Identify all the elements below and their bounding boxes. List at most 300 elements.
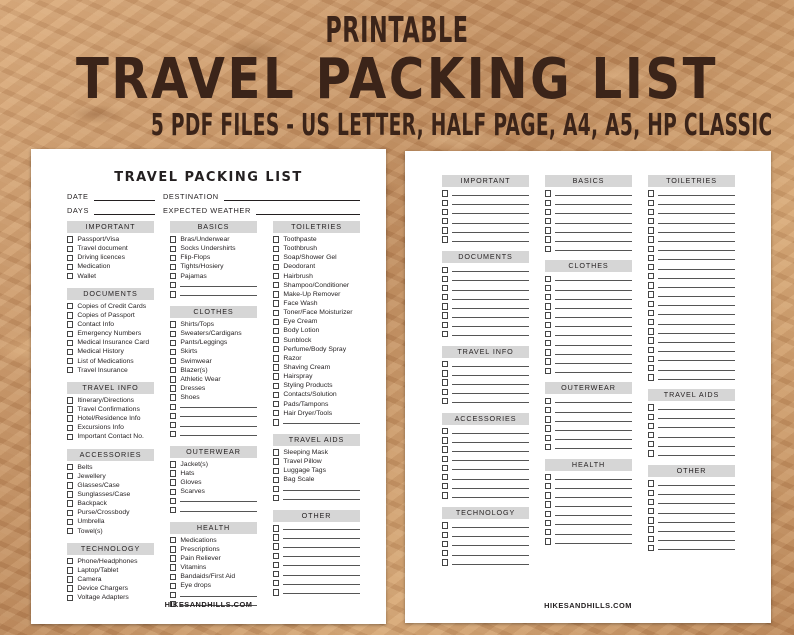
blank-checklist-item[interactable]: [648, 281, 735, 290]
checklist-item[interactable]: [170, 320, 257, 329]
checkbox[interactable]: [648, 236, 654, 242]
checkbox[interactable]: [545, 209, 551, 215]
checklist-item[interactable]: [170, 581, 257, 590]
checkbox[interactable]: [442, 541, 448, 547]
write-in-line[interactable]: [658, 308, 735, 315]
write-in-line[interactable]: [180, 421, 257, 427]
write-in-line[interactable]: [555, 320, 632, 327]
checkbox[interactable]: [442, 236, 448, 242]
blank-checklist-item[interactable]: [442, 360, 529, 369]
checkbox[interactable]: [545, 227, 551, 233]
blank-checklist-item[interactable]: [545, 311, 632, 320]
checkbox[interactable]: [170, 255, 176, 261]
write-in-line[interactable]: [180, 591, 257, 597]
blank-checklist-item[interactable]: [648, 308, 735, 317]
blank-checklist-item[interactable]: [648, 235, 735, 244]
blank-checklist-item[interactable]: [545, 284, 632, 293]
blank-checklist-item[interactable]: [545, 274, 632, 283]
write-in-line[interactable]: [658, 479, 735, 486]
checklist-item[interactable]: [67, 527, 154, 536]
checkbox[interactable]: [273, 486, 279, 492]
write-in-line[interactable]: [555, 339, 632, 346]
checkbox[interactable]: [648, 337, 654, 343]
checklist-item[interactable]: [273, 381, 360, 390]
checklist-item[interactable]: [170, 235, 257, 244]
checkbox[interactable]: [648, 218, 654, 224]
write-in-line[interactable]: [555, 244, 632, 251]
write-in-line[interactable]: [283, 494, 360, 500]
write-in-line[interactable]: [555, 293, 632, 300]
checkbox[interactable]: [273, 495, 279, 501]
checkbox[interactable]: [648, 404, 654, 410]
blank-checklist-item[interactable]: [170, 402, 257, 411]
checklist-item[interactable]: [67, 584, 154, 593]
checklist-item[interactable]: [170, 375, 257, 384]
write-in-line[interactable]: [452, 360, 529, 367]
checkbox[interactable]: [442, 446, 448, 452]
write-in-line[interactable]: [555, 424, 632, 431]
write-in-line[interactable]: [658, 244, 735, 251]
blank-checklist-item[interactable]: [442, 320, 529, 329]
checklist-item[interactable]: [67, 311, 154, 320]
checkbox[interactable]: [273, 571, 279, 577]
write-in-line[interactable]: [658, 226, 735, 233]
checklist-item[interactable]: [170, 329, 257, 338]
checkbox[interactable]: [648, 200, 654, 206]
checklist-item[interactable]: [67, 481, 154, 490]
checkbox[interactable]: [273, 300, 279, 306]
checklist-item[interactable]: [67, 432, 154, 441]
checkbox[interactable]: [442, 218, 448, 224]
checkbox[interactable]: [273, 282, 279, 288]
checkbox[interactable]: [442, 483, 448, 489]
checkbox[interactable]: [442, 200, 448, 206]
checklist-item[interactable]: [273, 400, 360, 409]
write-in-line[interactable]: [283, 418, 360, 424]
checklist-item[interactable]: [67, 575, 154, 584]
blank-checklist-item[interactable]: [273, 560, 360, 569]
blank-checklist-item[interactable]: [545, 518, 632, 527]
blank-checklist-item[interactable]: [442, 265, 529, 274]
checklist-item[interactable]: [273, 363, 360, 372]
blank-checklist-item[interactable]: [545, 320, 632, 329]
blank-checklist-item[interactable]: [545, 198, 632, 207]
checkbox[interactable]: [273, 392, 279, 398]
checkbox[interactable]: [545, 358, 551, 364]
checkbox[interactable]: [442, 303, 448, 309]
blank-checklist-item[interactable]: [170, 281, 257, 290]
checklist-item[interactable]: [67, 235, 154, 244]
checkbox[interactable]: [170, 282, 176, 288]
checkbox[interactable]: [273, 383, 279, 389]
write-in-line[interactable]: [555, 473, 632, 480]
checklist-item[interactable]: [273, 336, 360, 345]
checkbox[interactable]: [170, 583, 176, 589]
checklist-item[interactable]: [273, 457, 360, 466]
checkbox[interactable]: [648, 450, 654, 456]
checkbox[interactable]: [273, 264, 279, 270]
checkbox[interactable]: [545, 407, 551, 413]
blank-checklist-item[interactable]: [442, 436, 529, 445]
checkbox[interactable]: [545, 368, 551, 374]
blank-checklist-item[interactable]: [170, 411, 257, 420]
checklist-item[interactable]: [273, 372, 360, 381]
write-in-line[interactable]: [452, 311, 529, 318]
checkbox[interactable]: [170, 413, 176, 419]
checkbox[interactable]: [273, 364, 279, 370]
checklist-item[interactable]: [170, 244, 257, 253]
checkbox[interactable]: [170, 246, 176, 252]
write-in-line[interactable]: [283, 524, 360, 530]
blank-checklist-item[interactable]: [545, 442, 632, 451]
checkbox[interactable]: [170, 358, 176, 364]
write-in-line[interactable]: [452, 396, 529, 403]
write-in-line[interactable]: [452, 226, 529, 233]
write-in-line[interactable]: [658, 354, 735, 361]
checklist-item[interactable]: [170, 393, 257, 402]
checkbox[interactable]: [170, 349, 176, 355]
blank-checklist-item[interactable]: [648, 364, 735, 373]
checkbox[interactable]: [170, 422, 176, 428]
write-in-line[interactable]: [555, 528, 632, 535]
blank-checklist-item[interactable]: [648, 440, 735, 449]
blank-checklist-item[interactable]: [648, 318, 735, 327]
blank-checklist-item[interactable]: [170, 496, 257, 505]
checkbox[interactable]: [273, 534, 279, 540]
write-in-line[interactable]: [452, 463, 529, 470]
write-in-line[interactable]: [658, 235, 735, 242]
write-in-line[interactable]: [452, 445, 529, 452]
checkbox[interactable]: [273, 449, 279, 455]
write-in-line[interactable]: [658, 198, 735, 205]
write-in-line[interactable]: [555, 491, 632, 498]
write-in-line[interactable]: [283, 533, 360, 539]
write-in-line[interactable]: [180, 496, 257, 502]
checkbox[interactable]: [648, 356, 654, 362]
write-in-line[interactable]: [658, 263, 735, 270]
blank-checklist-item[interactable]: [545, 424, 632, 433]
write-in-line[interactable]: [452, 217, 529, 224]
checkbox[interactable]: [648, 545, 654, 551]
blank-checklist-item[interactable]: [442, 521, 529, 530]
checkbox[interactable]: [67, 340, 73, 346]
checkbox[interactable]: [273, 310, 279, 316]
checkbox[interactable]: [273, 255, 279, 261]
blank-checklist-item[interactable]: [442, 530, 529, 539]
checkbox[interactable]: [273, 246, 279, 252]
checkbox[interactable]: [273, 273, 279, 279]
write-in-line[interactable]: [452, 329, 529, 336]
blank-checklist-item[interactable]: [170, 290, 257, 299]
checkbox[interactable]: [273, 401, 279, 407]
checkbox[interactable]: [545, 322, 551, 328]
write-in-line[interactable]: [555, 433, 632, 440]
checkbox[interactable]: [67, 358, 73, 364]
blank-checklist-item[interactable]: [648, 403, 735, 412]
checkbox[interactable]: [648, 423, 654, 429]
write-in-line[interactable]: [658, 373, 735, 380]
write-in-line[interactable]: [658, 440, 735, 447]
blank-checklist-item[interactable]: [648, 189, 735, 198]
blank-checklist-item[interactable]: [442, 454, 529, 463]
checkbox[interactable]: [545, 474, 551, 480]
checklist-item[interactable]: [67, 508, 154, 517]
blank-checklist-item[interactable]: [545, 537, 632, 546]
checklist-item[interactable]: [170, 545, 257, 554]
blank-checklist-item[interactable]: [648, 431, 735, 440]
checkbox[interactable]: [648, 374, 654, 380]
checkbox[interactable]: [67, 558, 73, 564]
write-in-line[interactable]: [283, 570, 360, 576]
date-field[interactable]: [67, 189, 155, 201]
checkbox[interactable]: [273, 291, 279, 297]
checkbox[interactable]: [442, 522, 448, 528]
checklist-item[interactable]: [170, 272, 257, 281]
checklist-item[interactable]: [67, 490, 154, 499]
checkbox[interactable]: [170, 507, 176, 513]
write-in-line[interactable]: [555, 396, 632, 403]
checklist-item[interactable]: [67, 244, 154, 253]
checklist-item[interactable]: [273, 281, 360, 290]
checkbox[interactable]: [170, 498, 176, 504]
blank-checklist-item[interactable]: [545, 433, 632, 442]
write-in-line[interactable]: [283, 551, 360, 557]
blank-checklist-item[interactable]: [648, 507, 735, 516]
write-in-line[interactable]: [283, 485, 360, 491]
write-in-line[interactable]: [658, 327, 735, 334]
checkbox[interactable]: [170, 479, 176, 485]
blank-checklist-item[interactable]: [545, 482, 632, 491]
blank-checklist-item[interactable]: [442, 207, 529, 216]
checklist-item[interactable]: [67, 517, 154, 526]
checkbox[interactable]: [648, 291, 654, 297]
checklist-item[interactable]: [67, 338, 154, 347]
write-in-line[interactable]: [555, 500, 632, 507]
write-in-line[interactable]: [452, 378, 529, 385]
write-in-line[interactable]: [658, 299, 735, 306]
checkbox[interactable]: [273, 543, 279, 549]
checkbox[interactable]: [545, 511, 551, 517]
checkbox[interactable]: [67, 397, 73, 403]
write-in-line[interactable]: [555, 311, 632, 318]
checkbox[interactable]: [545, 312, 551, 318]
write-in-line[interactable]: [180, 411, 257, 417]
checkbox[interactable]: [273, 236, 279, 242]
checkbox[interactable]: [442, 492, 448, 498]
checkbox[interactable]: [648, 526, 654, 532]
checkbox[interactable]: [442, 209, 448, 215]
blank-checklist-item[interactable]: [442, 427, 529, 436]
checkbox[interactable]: [442, 190, 448, 196]
write-in-line[interactable]: [452, 302, 529, 309]
blank-checklist-item[interactable]: [442, 387, 529, 396]
checklist-item[interactable]: [67, 414, 154, 423]
checkbox[interactable]: [545, 276, 551, 282]
blank-checklist-item[interactable]: [648, 198, 735, 207]
checkbox[interactable]: [648, 190, 654, 196]
checklist-item[interactable]: [170, 347, 257, 356]
checklist-item[interactable]: [67, 499, 154, 508]
write-in-line[interactable]: [452, 265, 529, 272]
blank-checklist-item[interactable]: [442, 396, 529, 405]
checklist-item[interactable]: [67, 262, 154, 271]
blank-checklist-item[interactable]: [648, 299, 735, 308]
blank-checklist-item[interactable]: [273, 588, 360, 597]
checkbox[interactable]: [545, 538, 551, 544]
checklist-item[interactable]: [170, 487, 257, 496]
write-in-line[interactable]: [658, 534, 735, 541]
checkbox[interactable]: [545, 483, 551, 489]
checklist-item[interactable]: [170, 366, 257, 375]
blank-checklist-item[interactable]: [545, 415, 632, 424]
checkbox[interactable]: [442, 285, 448, 291]
blank-checklist-item[interactable]: [442, 226, 529, 235]
checkbox[interactable]: [648, 310, 654, 316]
checkbox[interactable]: [648, 490, 654, 496]
write-in-line[interactable]: [452, 369, 529, 376]
write-in-line[interactable]: [658, 403, 735, 410]
blank-checklist-item[interactable]: [545, 396, 632, 405]
blank-checklist-item[interactable]: [273, 494, 360, 503]
checklist-item[interactable]: [67, 472, 154, 481]
blank-checklist-item[interactable]: [170, 421, 257, 430]
write-in-line[interactable]: [658, 272, 735, 279]
write-in-line[interactable]: [658, 516, 735, 523]
checkbox[interactable]: [67, 264, 73, 270]
checkbox[interactable]: [648, 209, 654, 215]
checkbox[interactable]: [273, 589, 279, 595]
blank-checklist-item[interactable]: [545, 189, 632, 198]
blank-checklist-item[interactable]: [545, 207, 632, 216]
write-in-line[interactable]: [452, 207, 529, 214]
write-in-line[interactable]: [658, 281, 735, 288]
write-in-line[interactable]: [180, 281, 257, 287]
blank-checklist-item[interactable]: [545, 473, 632, 482]
checkbox[interactable]: [442, 550, 448, 556]
checkbox[interactable]: [648, 414, 654, 420]
blank-checklist-item[interactable]: [442, 482, 529, 491]
checkbox[interactable]: [545, 331, 551, 337]
blank-checklist-item[interactable]: [648, 226, 735, 235]
checklist-item[interactable]: [273, 317, 360, 326]
write-in-line[interactable]: [658, 497, 735, 504]
checkbox[interactable]: [442, 437, 448, 443]
checkbox[interactable]: [648, 508, 654, 514]
write-in-line[interactable]: [555, 284, 632, 291]
write-in-line[interactable]: [555, 406, 632, 413]
write-in-line[interactable]: [283, 579, 360, 585]
blank-checklist-item[interactable]: [545, 302, 632, 311]
write-in-line[interactable]: [555, 348, 632, 355]
checklist-item[interactable]: [273, 354, 360, 363]
write-in-line[interactable]: [452, 549, 529, 556]
write-in-line[interactable]: [658, 525, 735, 532]
write-in-line[interactable]: [180, 506, 257, 512]
write-in-line[interactable]: [452, 558, 529, 565]
checkbox[interactable]: [648, 255, 654, 261]
write-in-line[interactable]: [555, 415, 632, 422]
blank-checklist-item[interactable]: [545, 528, 632, 537]
write-in-line[interactable]: [452, 293, 529, 300]
checkbox[interactable]: [545, 492, 551, 498]
write-in-line[interactable]: [658, 217, 735, 224]
checkbox[interactable]: [545, 398, 551, 404]
checklist-item[interactable]: [170, 536, 257, 545]
write-in-line[interactable]: [283, 560, 360, 566]
checkbox[interactable]: [273, 419, 279, 425]
checklist-item[interactable]: [67, 366, 154, 375]
checklist-item[interactable]: [67, 329, 154, 338]
blank-checklist-item[interactable]: [273, 570, 360, 579]
checkbox[interactable]: [273, 328, 279, 334]
checklist-item[interactable]: [273, 272, 360, 281]
checkbox[interactable]: [170, 431, 176, 437]
blank-checklist-item[interactable]: [273, 542, 360, 551]
checkbox[interactable]: [170, 564, 176, 570]
checkbox[interactable]: [648, 273, 654, 279]
blank-checklist-item[interactable]: [442, 284, 529, 293]
checkbox[interactable]: [545, 425, 551, 431]
blank-checklist-item[interactable]: [545, 217, 632, 226]
checkbox[interactable]: [273, 373, 279, 379]
checklist-item[interactable]: [67, 405, 154, 414]
checkbox[interactable]: [442, 267, 448, 273]
write-in-line[interactable]: [452, 198, 529, 205]
checkbox[interactable]: [170, 555, 176, 561]
blank-checklist-item[interactable]: [442, 217, 529, 226]
checkbox[interactable]: [648, 328, 654, 334]
write-in-line[interactable]: [452, 521, 529, 528]
blank-checklist-item[interactable]: [442, 463, 529, 472]
blank-checklist-item[interactable]: [442, 198, 529, 207]
write-in-line[interactable]: [452, 491, 529, 498]
blank-checklist-item[interactable]: [648, 253, 735, 262]
checkbox[interactable]: [648, 536, 654, 542]
checkbox[interactable]: [170, 236, 176, 242]
checklist-item[interactable]: [67, 347, 154, 356]
blank-checklist-item[interactable]: [545, 366, 632, 375]
checkbox[interactable]: [170, 340, 176, 346]
write-in-line[interactable]: [555, 509, 632, 516]
checkbox[interactable]: [67, 500, 73, 506]
checkbox[interactable]: [67, 303, 73, 309]
checklist-item[interactable]: [273, 466, 360, 475]
blank-checklist-item[interactable]: [648, 290, 735, 299]
checkbox[interactable]: [648, 347, 654, 353]
checkbox[interactable]: [170, 331, 176, 337]
checkbox[interactable]: [67, 425, 73, 431]
blank-checklist-item[interactable]: [648, 217, 735, 226]
checkbox[interactable]: [442, 465, 448, 471]
blank-checklist-item[interactable]: [442, 558, 529, 567]
checkbox[interactable]: [170, 367, 176, 373]
checkbox[interactable]: [442, 456, 448, 462]
checkbox[interactable]: [442, 331, 448, 337]
checkbox[interactable]: [545, 501, 551, 507]
blank-checklist-item[interactable]: [545, 293, 632, 302]
blank-checklist-item[interactable]: [545, 406, 632, 415]
checkbox[interactable]: [67, 331, 73, 337]
checkbox[interactable]: [67, 406, 73, 412]
blank-checklist-item[interactable]: [273, 524, 360, 533]
write-in-line[interactable]: [452, 482, 529, 489]
write-in-line[interactable]: [452, 427, 529, 434]
write-in-line[interactable]: [452, 274, 529, 281]
checkbox[interactable]: [67, 236, 73, 242]
checklist-item[interactable]: [67, 396, 154, 405]
blank-checklist-item[interactable]: [442, 369, 529, 378]
write-in-line[interactable]: [658, 318, 735, 325]
